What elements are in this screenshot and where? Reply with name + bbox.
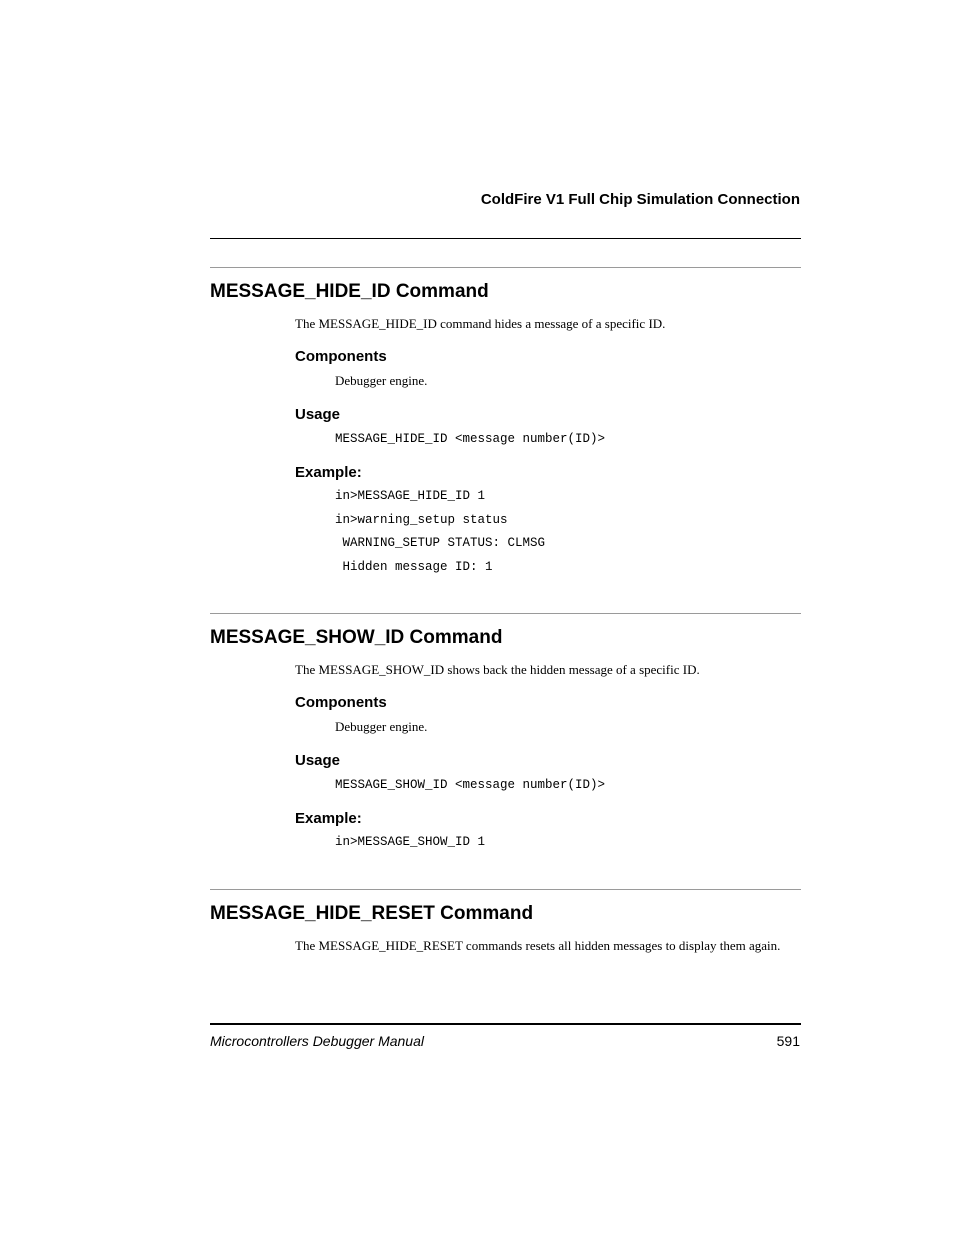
running-header-title: ColdFire V1 Full Chip Simulation Connection — [480, 191, 800, 208]
example-heading: Example: — [295, 810, 362, 827]
components-heading: Components — [295, 694, 387, 711]
usage-heading: Usage — [295, 752, 341, 769]
usage-heading: Usage — [295, 406, 341, 423]
section-divider — [210, 267, 801, 268]
example-code-line: in>warning_setup status — [335, 513, 508, 527]
page-number: 591 — [776, 1033, 800, 1049]
section-divider — [210, 613, 801, 614]
footer-manual-title: Microcontrollers Debugger Manual — [210, 1033, 424, 1049]
components-text: Debugger engine. — [335, 719, 428, 734]
usage-code: MESSAGE_SHOW_ID <message number(ID)> — [335, 778, 606, 792]
components-text: Debugger engine. — [335, 373, 428, 388]
usage-code: MESSAGE_HIDE_ID <message number(ID)> — [335, 432, 606, 446]
section-description: The MESSAGE_HIDE_ID command hides a message of a specific ID. — [295, 316, 666, 331]
example-code-line: Hidden message ID: 1 — [335, 560, 493, 574]
example-code-line: WARNING_SETUP STATUS: CLMSG — [335, 536, 546, 550]
example-heading: Example: — [295, 464, 362, 481]
example-code-line: in>MESSAGE_HIDE_ID 1 — [335, 489, 486, 503]
section-divider — [210, 889, 801, 890]
section-title-message-hide-id: MESSAGE_HIDE_ID Command — [210, 281, 489, 302]
section-description: The MESSAGE_SHOW_ID shows back the hidden message of a specific ID. — [295, 662, 700, 677]
section-title-message-hide-reset: MESSAGE_HIDE_RESET Command — [210, 903, 534, 924]
header-rule — [210, 238, 801, 239]
section-description: The MESSAGE_HIDE_RESET commands resets all hidden messages to display them again. — [295, 938, 781, 953]
example-code-line: in>MESSAGE_SHOW_ID 1 — [335, 835, 486, 849]
components-heading: Components — [295, 348, 387, 365]
footer-rule — [210, 1023, 801, 1025]
section-title-message-show-id: MESSAGE_SHOW_ID Command — [210, 627, 503, 648]
